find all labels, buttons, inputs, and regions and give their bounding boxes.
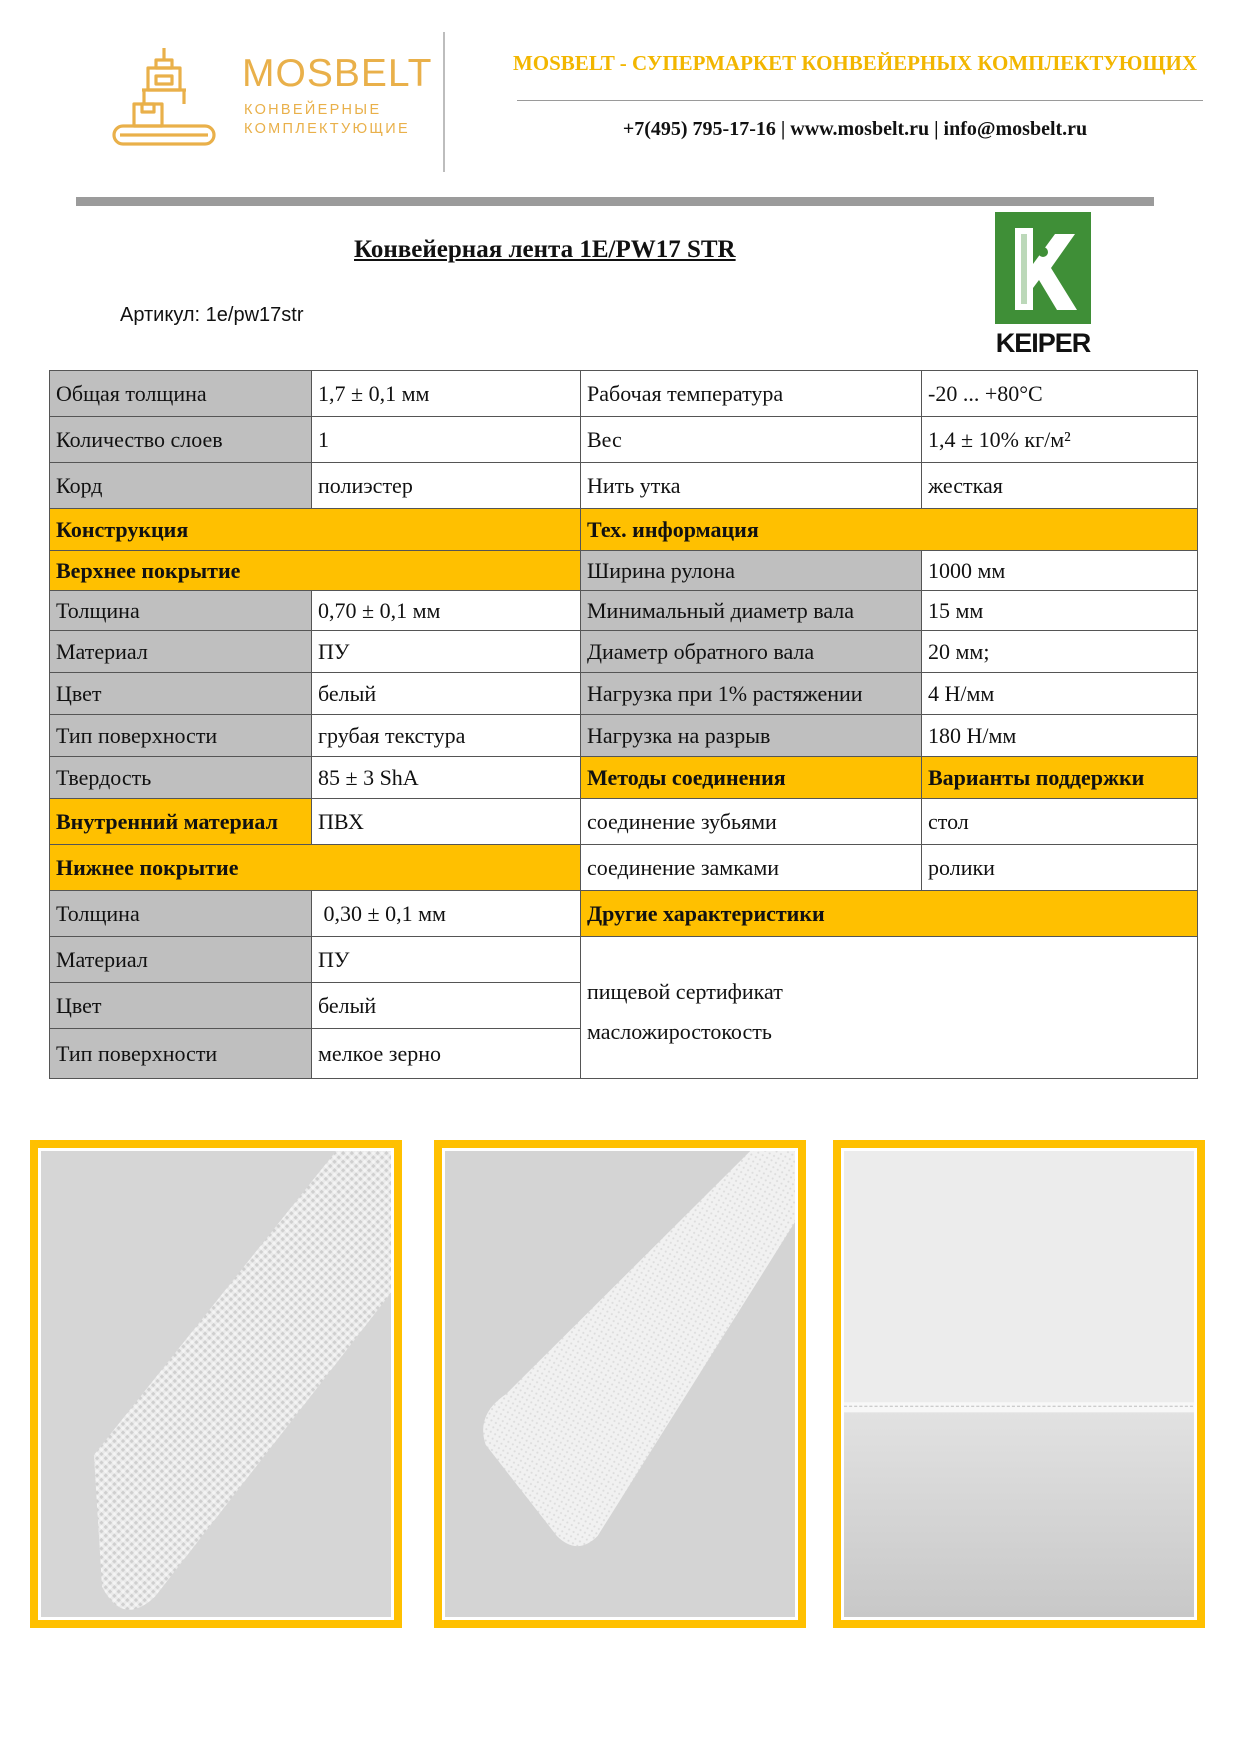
mosbelt-logo-icon bbox=[112, 46, 216, 150]
spec-value: ПВХ bbox=[312, 799, 581, 845]
spec-value: 0,70 ± 0,1 мм bbox=[312, 591, 581, 631]
header-contacts: +7(495) 795-17-16 | www.mosbelt.ru | info@mosbelt.ru bbox=[622, 118, 1088, 140]
spec-value: 1000 мм bbox=[922, 551, 1198, 591]
spec-value: ПУ bbox=[312, 631, 581, 673]
spec-value: белый bbox=[312, 983, 581, 1029]
header-divider bbox=[443, 32, 445, 172]
document-title: Конвейерная лента 1E/PW17 STR bbox=[354, 236, 736, 263]
spec-value: 1 bbox=[312, 417, 581, 463]
section-header-tech-info: Тех. информация bbox=[581, 509, 1198, 551]
belt-bottom-texture-image bbox=[445, 1151, 795, 1617]
spec-value: -20 ... +80°С bbox=[922, 371, 1198, 417]
brand-name: MOSBELT bbox=[242, 52, 433, 95]
spec-label: Вес bbox=[581, 417, 922, 463]
spec-label: Цвет bbox=[50, 673, 312, 715]
spec-label: Диаметр обратного вала bbox=[581, 631, 922, 673]
section-header-support: Варианты поддержки bbox=[922, 757, 1198, 799]
spec-label: Тип поверхности bbox=[50, 715, 312, 757]
header-slogan: MOSBELT - СУПЕРМАРКЕТ КОНВЕЙЕРНЫХ КОМПЛЕКТУЮЩИХ bbox=[512, 51, 1198, 75]
joining-method: соединение замками bbox=[581, 845, 922, 891]
spec-label: Нагрузка на разрыв bbox=[581, 715, 922, 757]
section-header-other: Другие характеристики bbox=[581, 891, 1198, 937]
header-rule bbox=[76, 197, 1154, 206]
spec-label: Количество слоев bbox=[50, 417, 312, 463]
spec-value: ПУ bbox=[312, 937, 581, 983]
spec-table bbox=[49, 370, 1198, 1079]
spec-label: Корд bbox=[50, 463, 312, 509]
spec-value: грубая текстура bbox=[312, 715, 581, 757]
section-header-construction: Конструкция bbox=[50, 509, 581, 551]
spec-value: жесткая bbox=[922, 463, 1198, 509]
photo-edge-profile bbox=[833, 1140, 1205, 1628]
spec-label: Толщина bbox=[50, 591, 312, 631]
spec-label: Цвет bbox=[50, 983, 312, 1029]
other-item: масложиростокость bbox=[587, 1018, 772, 1044]
photo-top-surface bbox=[30, 1140, 402, 1628]
spec-label: Толщина bbox=[50, 891, 312, 937]
brand-subtitle-line1: КОНВЕЙЕРНЫЕ bbox=[244, 102, 382, 118]
section-header-joining: Методы соединения bbox=[581, 757, 922, 799]
spec-label: Материал bbox=[50, 937, 312, 983]
belt-top-texture-image bbox=[41, 1151, 391, 1617]
spec-label: Общая толщина bbox=[50, 371, 312, 417]
spec-value: 15 мм bbox=[922, 591, 1198, 631]
other-characteristics bbox=[581, 937, 1198, 1079]
spec-label-inner-material: Внутренний материал bbox=[50, 799, 312, 845]
brand-subtitle-line2: КОМПЛЕКТУЮЩИЕ bbox=[244, 121, 411, 137]
keiper-logo-text: KEIPER bbox=[995, 328, 1091, 358]
spec-value: 1,4 ± 10% кг/м² bbox=[922, 417, 1198, 463]
section-header-bottom-cover: Нижнее покрытие bbox=[50, 845, 581, 891]
spec-value: 0,30 ± 0,1 мм bbox=[312, 891, 581, 937]
support-option: стол bbox=[922, 799, 1198, 845]
belt-edge-image bbox=[844, 1151, 1194, 1617]
spec-label: Нить утка bbox=[581, 463, 922, 509]
spec-value: 1,7 ± 0,1 мм bbox=[312, 371, 581, 417]
joining-method: соединение зубьями bbox=[581, 799, 922, 845]
spec-label: Минимальный диаметр вала bbox=[581, 591, 922, 631]
spec-value: полиэстер bbox=[312, 463, 581, 509]
spec-value: 180 Н/мм bbox=[922, 715, 1198, 757]
spec-value: 4 Н/мм bbox=[922, 673, 1198, 715]
article-number: Артикул: 1e/pw17str bbox=[120, 304, 304, 326]
other-item: пищевой сертификат bbox=[587, 978, 783, 1004]
spec-value: 85 ± 3 ShA bbox=[312, 757, 581, 799]
spec-value: 20 мм; bbox=[922, 631, 1198, 673]
support-option: ролики bbox=[922, 845, 1198, 891]
spec-value: белый bbox=[312, 673, 581, 715]
spec-value: мелкое зерно bbox=[312, 1029, 581, 1079]
spec-label: Материал bbox=[50, 631, 312, 673]
section-header-top-cover: Верхнее покрытие bbox=[50, 551, 581, 591]
spec-label: Твердость bbox=[50, 757, 312, 799]
slogan-underline bbox=[517, 100, 1203, 101]
photo-bottom-surface bbox=[434, 1140, 806, 1628]
spec-label: Ширина рулона bbox=[581, 551, 922, 591]
spec-label: Рабочая температура bbox=[581, 371, 922, 417]
spec-label: Нагрузка при 1% растяжении bbox=[581, 673, 922, 715]
spec-label: Тип поверхности bbox=[50, 1029, 312, 1079]
